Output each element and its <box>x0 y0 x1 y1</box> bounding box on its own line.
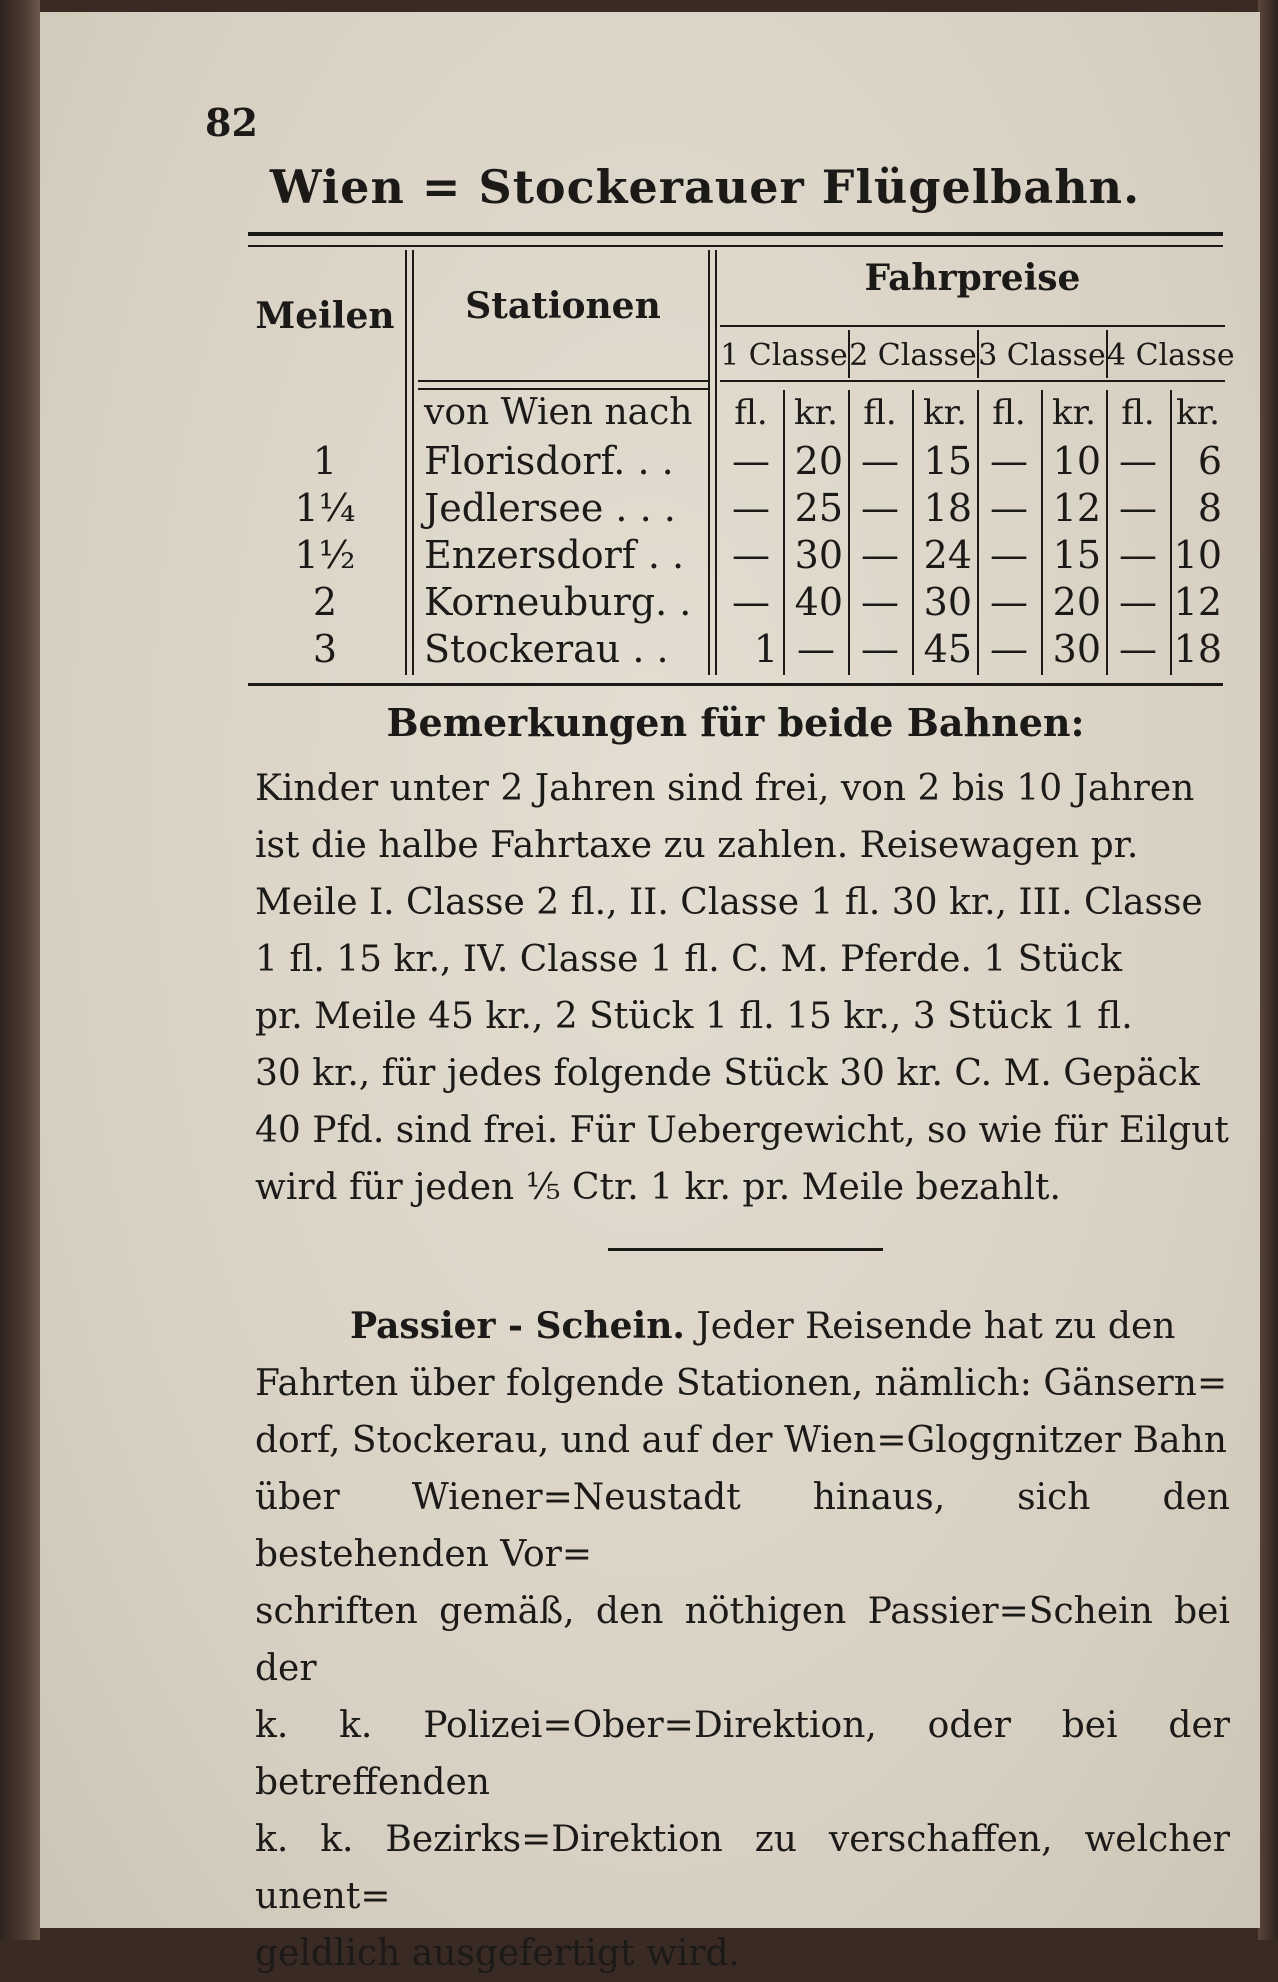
class-header-2: 2 Classe <box>849 338 977 373</box>
table-cell: — <box>861 533 899 577</box>
header-meilen: Meilen <box>255 295 395 337</box>
text-line: pr. Meile 45 kr., 2 Stück 1 fl. 15 kr., 3 Stück 1 fl. <box>255 996 1133 1037</box>
table-cell: — <box>990 486 1028 530</box>
unit-kr: kr. <box>794 393 838 433</box>
table-cell: 18 <box>923 486 972 530</box>
table-row-meilen: 1 <box>312 439 338 483</box>
text-line: ist die halbe Fahrtaxe zu zahlen. Reisewagen pr. <box>255 825 1139 866</box>
table-cell: — <box>861 439 899 483</box>
text-line: geldlich ausgefertigt wird. <box>255 1933 740 1974</box>
table-cell: — <box>990 627 1028 671</box>
passier-first-line: Jeder Reisende hat zu den <box>696 1306 1176 1347</box>
table-cell: 10 <box>1173 533 1222 577</box>
table-cell: — <box>1119 627 1157 671</box>
text-line: über Wiener=Neustadt hinaus, sich den bestehenden Vor= <box>255 1477 1230 1575</box>
table-bottom-rule <box>248 683 1223 686</box>
table-cell: 30 <box>1052 627 1101 671</box>
table-cell: 45 <box>923 627 972 671</box>
unit-fl: fl. <box>1121 393 1155 433</box>
table-divider-stationen <box>708 250 710 675</box>
table-cell: 40 <box>794 580 843 624</box>
fahrpreise-rule <box>720 325 1225 327</box>
table-cell: — <box>732 439 770 483</box>
book-spine <box>0 0 40 1940</box>
table-cell: — <box>990 533 1028 577</box>
text-line: 1 fl. 15 kr., IV. Classe 1 fl. C. M. Pferde. 1 Stück <box>255 939 1123 980</box>
table-divider-meilen-2 <box>412 250 414 675</box>
table-row-station: Enzersdorf . . <box>424 533 685 577</box>
remarks-paragraph <box>255 760 1230 1216</box>
table-cell: — <box>732 580 770 624</box>
section-separator <box>608 1248 883 1251</box>
table-cell: — <box>990 580 1028 624</box>
table-cell: 30 <box>923 580 972 624</box>
table-cell: — <box>1119 486 1157 530</box>
table-cell: 18 <box>1173 627 1222 671</box>
table-top-rule <box>248 232 1223 247</box>
text-line: 40 Pfd. sind frei. Für Uebergewicht, so wie für Eilgut <box>255 1110 1229 1151</box>
table-cell: 30 <box>794 533 843 577</box>
text-line: Kinder unter 2 Jahren sind frei, von 2 bis 10 Jahren <box>255 768 1195 809</box>
unit-fl: fl. <box>863 393 897 433</box>
table-row-meilen: 2 <box>312 580 338 624</box>
text-line: Meile I. Classe 2 fl., II. Classe 1 fl. 30 kr., III. Classe <box>255 882 1203 923</box>
table-cell: — <box>990 439 1028 483</box>
table-cell: — <box>1119 439 1157 483</box>
table-cell: 10 <box>1052 439 1101 483</box>
unit-fl: fl. <box>992 393 1026 433</box>
unit-fl: fl. <box>734 393 768 433</box>
class-header-1: 1 Classe <box>720 338 848 373</box>
table-cell: 6 <box>1197 439 1222 483</box>
unit-kr: kr. <box>923 393 967 433</box>
unit-kr: kr. <box>1176 393 1220 433</box>
table-row-station: Florisdorf. . . <box>424 439 674 483</box>
class-header-4: 4 Classe <box>1107 338 1235 373</box>
table-cell: — <box>732 486 770 530</box>
table-cell: 15 <box>1052 533 1101 577</box>
table-cell: 15 <box>923 439 972 483</box>
table-cell: — <box>1119 580 1157 624</box>
from-label: von Wien nach <box>424 392 693 433</box>
table-divider-stationen-2 <box>715 250 717 675</box>
text-line <box>255 1298 1230 1355</box>
passier-heading: Passier - Schein. <box>350 1305 685 1347</box>
classes-rule <box>720 380 1225 382</box>
table-row-meilen: 1½ <box>294 533 356 577</box>
table-cell: — <box>861 627 899 671</box>
text-line: dorf, Stockerau, und auf der Wien=Gloggnitzer Bahn <box>255 1420 1227 1461</box>
text-line: wird für jeden ⅕ Ctr. 1 kr. pr. Meile bezahlt. <box>255 1167 1061 1208</box>
table-cell: 12 <box>1052 486 1101 530</box>
table-cell: 25 <box>794 486 843 530</box>
text-line: schriften gemäß, den nöthigen Passier=Schein bei der <box>255 1591 1230 1689</box>
passier-paragraph <box>255 1298 1230 1982</box>
table-row-meilen: 3 <box>312 627 338 671</box>
table-row-station: Stockerau . . <box>424 627 669 671</box>
unit-kr: kr. <box>1052 393 1096 433</box>
page-title: Wien = Stockerauer Flügelbahn. <box>269 160 1141 214</box>
text-line: k. k. Polizei=Ober=Direktion, oder bei der betreffenden <box>255 1705 1230 1803</box>
stationen-rule <box>418 380 708 382</box>
text-line: Fahrten über folgende Stationen, nämlich: Gänsern= <box>255 1363 1228 1404</box>
text-line: k. k. Bezirks=Direktion zu verschaffen, welcher unent= <box>255 1819 1230 1917</box>
table-cell: 20 <box>794 439 843 483</box>
table-cell: 12 <box>1173 580 1222 624</box>
page-number: 82 <box>205 100 258 145</box>
header-fahrpreise: Fahrpreise <box>864 257 1081 299</box>
table-cell: — <box>861 580 899 624</box>
text-line: 30 kr., für jedes folgende Stück 30 kr. C. M. Gepäck <box>255 1053 1200 1094</box>
table-divider-meilen <box>405 250 407 675</box>
table-cell: — <box>732 533 770 577</box>
table-cell: 24 <box>923 533 972 577</box>
table-row-station: Jedlersee . . . <box>424 486 676 530</box>
table-cell: — <box>1119 533 1157 577</box>
book-edge <box>1258 0 1278 1940</box>
class-header-3: 3 Classe <box>978 338 1106 373</box>
table-cell: 1 <box>753 627 778 671</box>
table-row-meilen: 1¼ <box>294 486 356 530</box>
table-cell: 8 <box>1197 486 1222 530</box>
table-cell: — <box>861 486 899 530</box>
header-stationen: Stationen <box>465 285 661 327</box>
table-cell: — <box>797 627 835 671</box>
table-cell: 20 <box>1052 580 1101 624</box>
remarks-title: Bemerkungen für beide Bahnen: <box>386 700 1085 745</box>
table-row-station: Korneuburg. . <box>424 580 692 624</box>
